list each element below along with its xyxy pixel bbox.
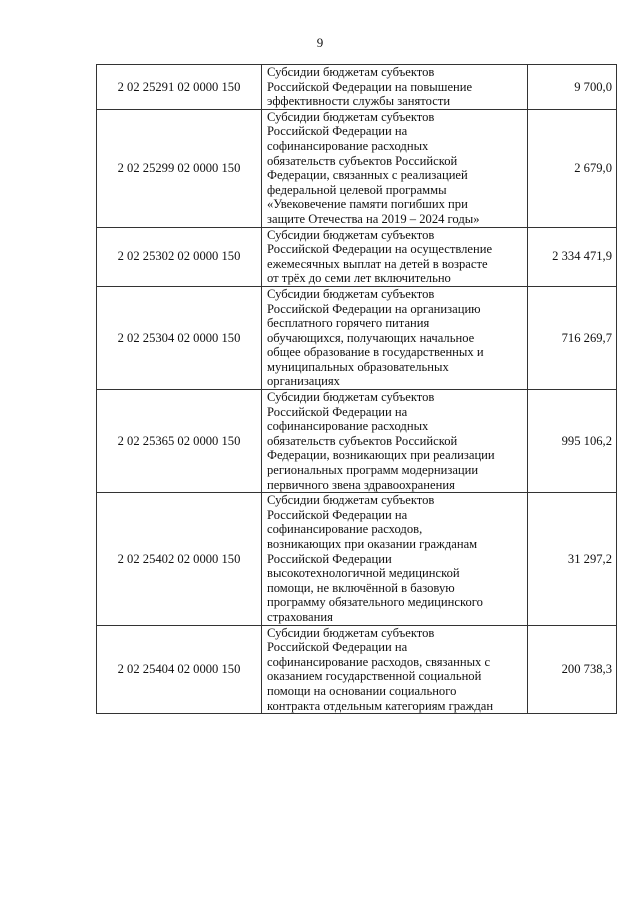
description-line: помощи на основании социального [267,683,457,698]
description-line: защите Отечества на 2019 – 2024 годы» [267,211,480,226]
description-line: Российской Федерации на организацию [267,301,481,316]
description-line: софинансирование расходов, связанных с [267,654,491,669]
description-line: первичного звена здравоохранения [267,477,455,492]
description-line: организациях [267,374,340,389]
description-line: общее образование в государственных и [267,345,484,360]
description-line: муниципальных образовательных [267,359,449,374]
description-cell [262,625,528,714]
description-line: Федерации, связанных с реализацией [267,168,468,183]
table-row [97,227,617,286]
description-line: обязательств субъектов Российской [267,153,458,168]
description-line: страхования [267,609,333,624]
budget-code-cell: 2 02 25404 02 0000 150 [97,625,262,714]
budget-code-cell: 2 02 25299 02 0000 150 [97,109,262,227]
description-line: Российской Федерации на [267,640,408,655]
description-line: ежемесячных выплат на детей в возрасте [267,256,488,271]
description-line: Субсидии бюджетам субъектов [267,65,435,79]
description-line: Российской Федерации на повышение [267,79,473,94]
description-line: Субсидии бюджетам субъектов [267,493,435,508]
description-line: обучающихся, получающих начальное [267,330,475,345]
budget-code-cell: 2 02 25365 02 0000 150 [97,390,262,493]
table-row [97,390,617,493]
description-line: Российской Федерации на осуществление [267,242,493,257]
description-line: «Увековечение памяти погибших при [267,197,468,212]
description-line: бесплатного горячего питания [267,316,430,331]
description-line: Субсидии бюджетам субъектов [267,109,435,124]
page-number: 9 [316,35,324,50]
description-line: Российской Федерации на [267,507,408,522]
table-row [97,286,617,389]
budget-table-body [97,65,617,714]
table-row [97,109,617,227]
amount-cell: 716 269,7 [528,286,617,389]
description-line: помощи, не включённой в базовую [267,580,455,595]
budget-code-cell: 2 02 25302 02 0000 150 [97,227,262,286]
description-line: контракта отдельным категориям граждан [267,698,494,713]
description-line: Федерации, возникающих при реализации [267,448,495,463]
table-row [97,65,617,110]
description-cell [262,227,528,286]
budget-code-cell: 2 02 25291 02 0000 150 [97,65,262,110]
description-line: федеральной целевой программы [267,182,447,197]
description-cell [262,65,528,110]
description-line: программу обязательного медицинского [267,595,483,610]
description-line: Субсидии бюджетам субъектов [267,390,435,405]
description-cell [262,390,528,493]
budget-code-cell: 2 02 25402 02 0000 150 [97,493,262,625]
amount-cell: 200 738,3 [528,625,617,714]
description-line: Российской Федерации на [267,404,408,419]
description-line: Субсидии бюджетам субъектов [267,286,435,301]
description-cell [262,109,528,227]
amount-cell: 31 297,2 [528,493,617,625]
description-cell [262,493,528,625]
description-line: Российской Федерации [267,551,392,566]
amount-cell: 9 700,0 [528,65,617,110]
description-line: высокотехнологичной медицинской [267,566,460,581]
description-line: региональных программ модернизации [267,463,479,478]
description-line: Российской Федерации на [267,124,408,139]
description-line: обязательств субъектов Российской [267,433,458,448]
description-cell [262,286,528,389]
description-line: софинансирование расходов, [267,522,423,537]
amount-cell: 995 106,2 [528,390,617,493]
description-line: Субсидии бюджетам субъектов [267,227,435,242]
description-line: Субсидии бюджетам субъектов [267,625,435,640]
amount-cell: 2 679,0 [528,109,617,227]
budget-table [96,64,617,714]
table-row [97,493,617,625]
description-line: от трёх до семи лет включительно [267,271,451,286]
description-line: софинансирование расходных [267,138,429,153]
description-line: оказанием государственной социальной [267,669,482,684]
description-line: эффективности службы занятости [267,94,451,109]
description-line: софинансирование расходных [267,419,429,434]
description-line: возникающих при оказании гражданам [267,537,478,551]
amount-cell: 2 334 471,9 [528,227,617,286]
table-row [97,625,617,714]
budget-code-cell: 2 02 25304 02 0000 150 [97,286,262,389]
